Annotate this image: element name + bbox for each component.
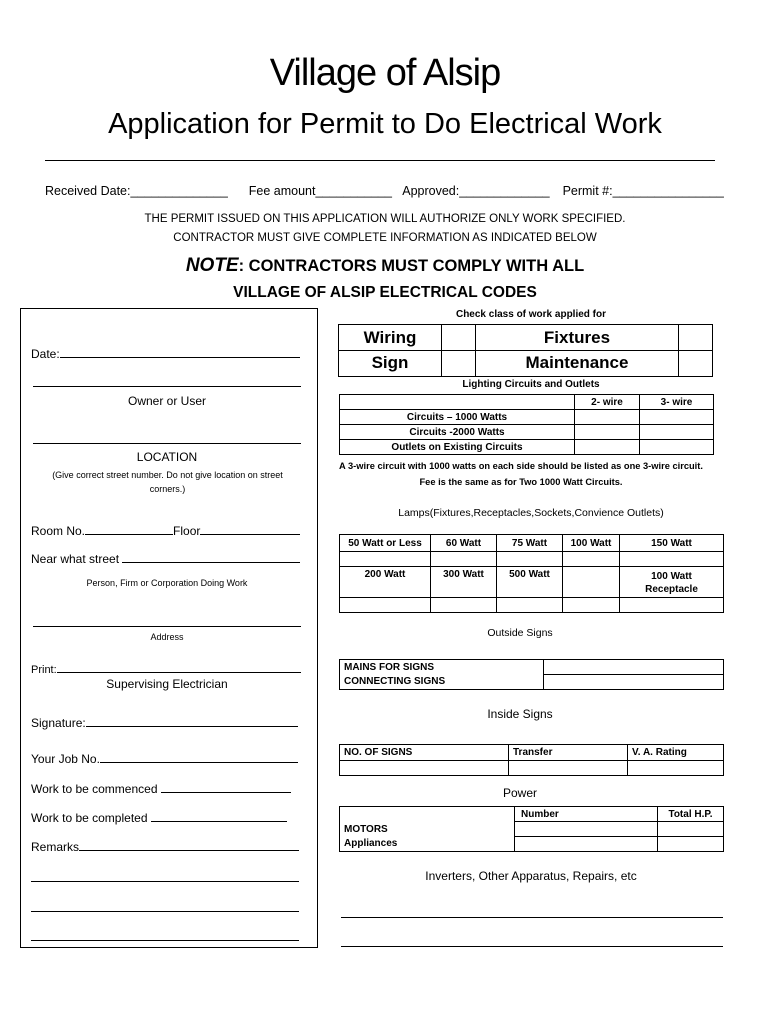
appliances-number-cell[interactable] — [515, 837, 658, 852]
table-row — [340, 660, 724, 675]
appliances-hp-cell[interactable] — [658, 837, 724, 852]
near-street-field[interactable] — [31, 551, 300, 566]
office-use-line — [45, 184, 724, 198]
appliances-label: Appliances — [340, 837, 515, 852]
table-row — [340, 761, 724, 776]
table-row — [340, 395, 714, 410]
lamp-150-header: 150 Watt — [620, 535, 724, 552]
table-row — [340, 822, 724, 837]
page-title: Village of Alsip — [269, 52, 501, 94]
lamp-100-cell[interactable] — [563, 552, 620, 567]
job-number-label: Your Job No. — [31, 752, 100, 766]
lighting-table — [339, 394, 714, 455]
circuits-2000-label: Circuits -2000 Watts — [340, 425, 575, 440]
three-wire-note-1: A 3-wire circuit with 1000 watts on each side should be listed as one 3-wire circuit. — [339, 461, 703, 471]
address-line[interactable] — [33, 626, 301, 627]
fixtures-checkbox[interactable] — [678, 324, 713, 351]
va-rating-cell[interactable] — [628, 761, 724, 776]
lamp-75-cell[interactable] — [497, 552, 563, 567]
lighting-heading: Lighting Circuits and Outlets — [462, 379, 600, 390]
owner-line[interactable] — [33, 386, 301, 387]
lamp-blank-cell[interactable] — [563, 598, 620, 613]
lamp-50-header: 50 Watt or Less — [340, 535, 431, 552]
lamp-blank-header — [563, 567, 620, 598]
commenced-field[interactable] — [31, 781, 291, 796]
permit-number-field[interactable]: Permit #:________________ — [562, 184, 724, 198]
three-wire-note-2: Fee is the same as for Two 1000 Watt Circuits. — [419, 477, 623, 487]
table-row — [340, 675, 724, 690]
date-label: Date: — [31, 347, 60, 361]
table-row — [340, 552, 724, 567]
note-heading — [0, 255, 770, 277]
print-label: Print: — [31, 664, 57, 676]
existing-2wire-cell[interactable] — [575, 440, 640, 455]
approved-field[interactable]: Approved:_____________ — [402, 184, 550, 198]
note-word: NOTE — [185, 255, 239, 276]
supervising-label: Supervising Electrician — [106, 677, 228, 691]
maintenance-checkbox[interactable] — [678, 350, 713, 377]
lamp-60-cell[interactable] — [431, 552, 497, 567]
table-row — [340, 567, 724, 598]
table-row — [340, 807, 724, 822]
completed-label: Work to be completed — [31, 811, 148, 825]
lamp-500-header: 500 Watt — [497, 567, 563, 598]
lamp-200-cell[interactable] — [340, 598, 431, 613]
connecting-signs-cell[interactable] — [544, 675, 724, 690]
wiring-checkbox[interactable] — [441, 324, 476, 351]
number-header: Number — [515, 807, 658, 822]
received-date-field[interactable]: Received Date:______________ — [45, 184, 228, 198]
inside-signs-heading: Inside Signs — [487, 707, 553, 721]
lamp-75-header: 75 Watt — [497, 535, 563, 552]
near-street-label: Near what street — [31, 552, 120, 566]
existing-3wire-cell[interactable] — [640, 440, 714, 455]
lamp-60-header: 60 Watt — [431, 535, 497, 552]
floor-label: Floor — [173, 524, 201, 538]
wiring-label: Wiring — [363, 328, 417, 347]
mains-for-signs-label: MAINS FOR SIGNS — [340, 660, 544, 675]
location-line[interactable] — [33, 443, 301, 444]
lamp-200-header: 200 Watt — [340, 567, 431, 598]
table-row — [340, 745, 724, 761]
person-firm-label: Person, Firm or Corporation Doing Work — [86, 578, 248, 588]
lamp-100-header: 100 Watt — [563, 535, 620, 552]
fixtures-label: Fixtures — [543, 328, 611, 347]
room-floor-field[interactable] — [31, 523, 300, 538]
header-divider — [45, 160, 715, 161]
three-wire-header: 3- wire — [640, 395, 714, 410]
sign-label: Sign — [371, 353, 409, 372]
check-class-label: Check class of work applied for — [455, 309, 607, 320]
table-row — [340, 535, 724, 552]
two-wire-header: 2- wire — [575, 395, 640, 410]
owner-label: Owner or User — [127, 394, 207, 408]
table-row — [340, 598, 724, 613]
receptacle-header: 100 Watt Receptacle — [620, 567, 724, 598]
inverters-line-1[interactable] — [341, 917, 723, 918]
circuits-2000-3wire-cell[interactable] — [640, 425, 714, 440]
job-number-field[interactable] — [31, 751, 298, 766]
power-table — [339, 806, 724, 852]
signature-label: Signature: — [31, 716, 86, 730]
va-rating-header: V. A. Rating — [628, 745, 724, 761]
remarks-label: Remarks — [31, 840, 80, 854]
table-row — [340, 837, 724, 852]
table-row — [340, 425, 714, 440]
outside-signs-table — [339, 659, 724, 690]
note-text: : CONTRACTORS MUST COMPLY WITH ALL — [238, 257, 585, 275]
receptacle-cell[interactable] — [620, 598, 724, 613]
fee-amount-field[interactable]: Fee amount___________ — [248, 184, 392, 198]
signature-field[interactable] — [31, 715, 298, 730]
lamps-table — [339, 534, 724, 613]
inside-signs-table — [339, 744, 724, 776]
table-row — [340, 440, 714, 455]
room-label: Room No. — [31, 524, 86, 538]
no-of-signs-header: NO. OF SIGNS — [340, 745, 509, 761]
mains-for-signs-cell[interactable] — [544, 660, 724, 675]
page-subtitle: Application for Permit to Do Electrical Work — [108, 108, 662, 140]
address-label: Address — [150, 632, 184, 642]
remarks-line-1[interactable] — [31, 881, 299, 882]
motors-label: MOTORS — [340, 822, 515, 837]
remarks-line-3[interactable] — [31, 940, 299, 941]
commenced-label: Work to be commenced — [31, 782, 158, 796]
circuits-1000-3wire-cell[interactable] — [640, 410, 714, 425]
lamp-150-cell[interactable] — [620, 552, 724, 567]
inverters-heading: Inverters, Other Apparatus, Repairs, etc — [425, 869, 637, 883]
codes-heading: VILLAGE OF ALSIP ELECTRICAL CODES — [233, 284, 537, 301]
connecting-signs-label: CONNECTING SIGNS — [340, 675, 544, 690]
lamp-300-header: 300 Watt — [431, 567, 497, 598]
completed-field[interactable] — [31, 810, 287, 825]
sign-checkbox[interactable] — [441, 350, 476, 377]
remarks-field[interactable] — [31, 839, 299, 854]
outside-signs-heading: Outside Signs — [487, 627, 553, 639]
print-field[interactable] — [31, 661, 301, 676]
date-field[interactable] — [31, 346, 300, 361]
motors-hp-cell[interactable] — [658, 822, 724, 837]
remarks-line-2[interactable] — [31, 911, 299, 912]
lamp-500-cell[interactable] — [497, 598, 563, 613]
circuits-1000-label: Circuits – 1000 Watts — [340, 410, 575, 425]
table-row — [340, 410, 714, 425]
no-of-signs-cell[interactable] — [340, 761, 509, 776]
circuits-1000-2wire-cell[interactable] — [575, 410, 640, 425]
total-hp-header: Total H.P. — [658, 807, 724, 822]
notice-line-1: THE PERMIT ISSUED ON THIS APPLICATION WILL AUTHORIZE ONLY WORK SPECIFIED. — [144, 213, 626, 225]
lamps-heading: Lamps(Fixtures,Receptacles,Sockets,Convience Outlets) — [398, 507, 664, 519]
maintenance-label: Maintenance — [525, 353, 629, 372]
transfer-header: Transfer — [509, 745, 628, 761]
lamp-50-cell[interactable] — [340, 552, 431, 567]
inverters-line-2[interactable] — [341, 946, 723, 947]
class-divider — [338, 350, 713, 351]
power-heading: Power — [502, 786, 537, 800]
location-hint: (Give correct street number. Do not give location on street corners.) — [52, 470, 283, 494]
notice-line-2: CONTRACTOR MUST GIVE COMPLETE INFORMATION AS INDICATED BELOW — [173, 232, 597, 244]
location-label: LOCATION — [136, 450, 198, 464]
motors-number-cell[interactable] — [515, 822, 658, 837]
circuits-2000-2wire-cell[interactable] — [575, 425, 640, 440]
existing-outlets-label: Outlets on Existing Circuits — [340, 440, 575, 455]
lamp-300-cell[interactable] — [431, 598, 497, 613]
transfer-cell[interactable] — [509, 761, 628, 776]
